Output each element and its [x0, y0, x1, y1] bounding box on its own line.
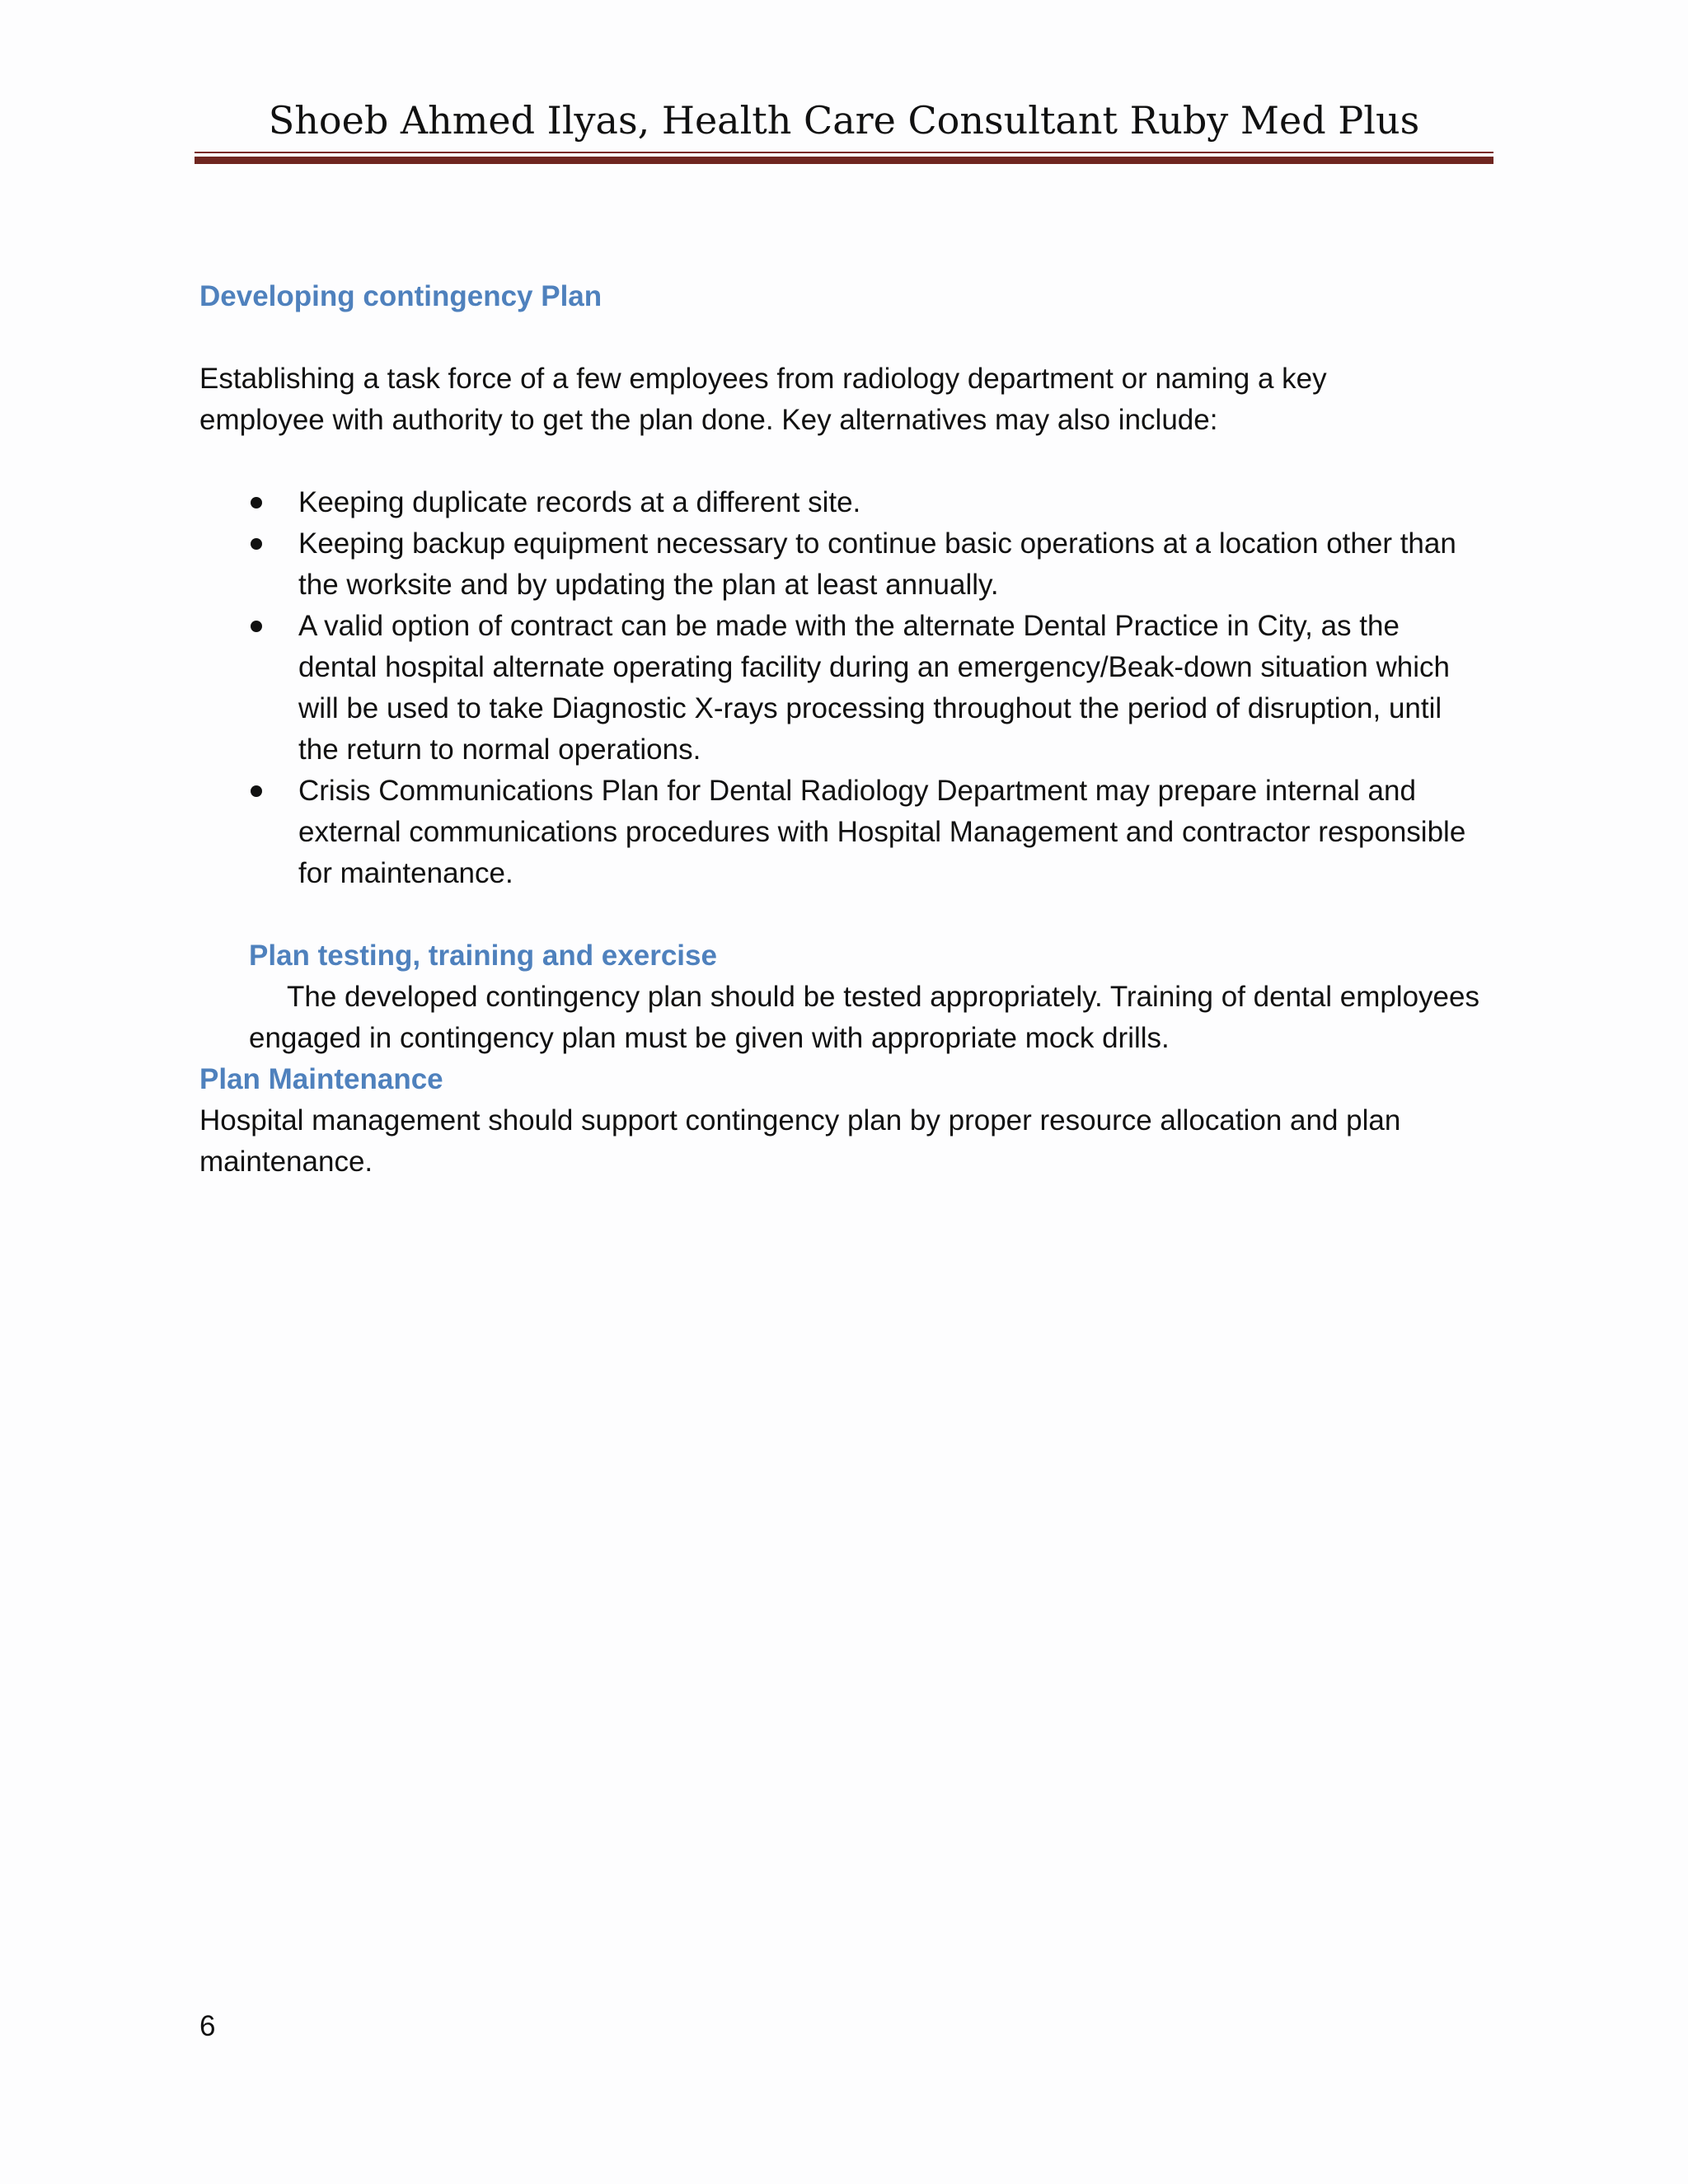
maintenance-paragraph: Hospital management should support contingency plan by proper resource allocation and plan maintenance.	[199, 1104, 1401, 1178]
section-heading-developing: Developing contingency Plan	[199, 280, 603, 312]
bullet-dot-icon	[251, 538, 262, 550]
list-item-text: A valid option of contract can be made with the alternate Dental Practice in City, as the dental hospital alternate operating facility during an emergency/Beak-down situation which will be used to take Diagnostic X-rays processing throughout the period of disruption, until the return to normal operations.	[298, 610, 1450, 766]
list-item	[199, 523, 1485, 606]
header-rule-thick	[195, 157, 1493, 164]
list-item-text: Crisis Communications Plan for Dental Radiology Department may prepare internal and external communications procedures with Hospital Management and contractor responsible for maintenance.	[298, 775, 1466, 889]
testing-section	[199, 935, 1485, 1059]
list-item-text: Keeping duplicate records at a different site.	[298, 486, 861, 518]
list-item	[199, 482, 1485, 523]
header-rule-thin	[195, 152, 1493, 153]
page-header-title: Shoeb Ahmed Ilyas, Health Care Consultant Ruby Med Plus	[268, 98, 1420, 143]
list-item	[199, 606, 1485, 771]
list-item-text: Keeping backup equipment necessary to continue basic operations at a location other than the worksite and by updating the plan at least annually.	[298, 527, 1456, 601]
list-item	[199, 771, 1485, 894]
bullet-dot-icon	[251, 497, 262, 509]
section-heading-testing: Plan testing, training and exercise	[249, 940, 717, 972]
page-number: 6	[199, 2010, 216, 2042]
section-heading-maintenance: Plan Maintenance	[199, 1063, 443, 1095]
bullet-dot-icon	[251, 785, 262, 797]
testing-paragraph: The developed contingency plan should be tested appropriately. Training of dental employees engaged in contingency plan must be given with appropriate mock drills.	[249, 981, 1479, 1054]
document-body	[199, 276, 1485, 1183]
alternatives-list	[199, 482, 1485, 894]
bullet-dot-icon	[251, 621, 262, 632]
developing-intro-paragraph: Establishing a task force of a few employees from radiology department or naming a key employee with authority to get the plan done. Key alternatives may also include:	[199, 363, 1327, 436]
